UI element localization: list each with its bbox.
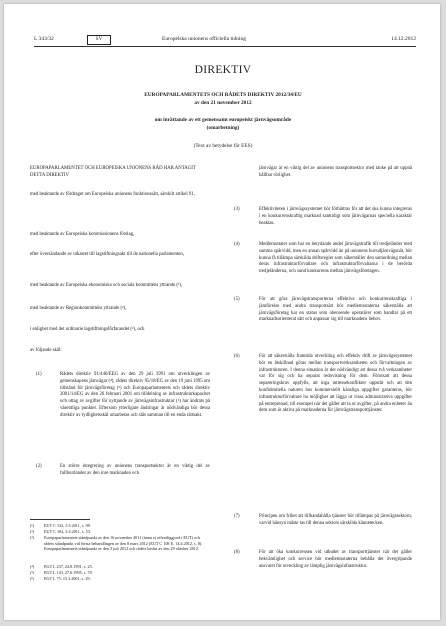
- recital-number: (8): [234, 550, 240, 555]
- recital-number: (6): [234, 354, 240, 359]
- recital-7: Principen om frihet att tillhandahålla tjänster bör tillämpas på järnvägssektorn, varvid hänsyn måste tas till denna sektors särskilda kännetecken.: [259, 514, 412, 526]
- recital-number: (1): [36, 372, 42, 377]
- header-rule: [34, 46, 416, 47]
- footnote-rule: [30, 519, 90, 520]
- directive-title: EUROPAPARLAMENTETS OCH RÅDETS DIREKTIV 2012/34/EU: [144, 92, 302, 98]
- recital-2-continued: järnvägar är en viktig del av unionens transportsektor med tanke på att uppnå hållbar rörlighet.: [259, 166, 412, 178]
- recital-3: Effektiviteten i järnvägssystemet bör förbättras för att det ska kunna integreras i en konkurrenskraftig marknad samtidigt som järnvägarnas speciella karaktär beaktas.: [259, 207, 412, 226]
- page-title: DIREKTIV: [194, 64, 252, 76]
- recital-number: (7): [234, 514, 240, 519]
- language-box: SV: [87, 35, 111, 45]
- page-header: [34, 35, 416, 46]
- directive-date: av den 21 november 2012: [194, 100, 252, 106]
- ees-note: (Text av betydelse för EES): [193, 143, 253, 149]
- preamble-cor: med beaktande av Regionkommitténs yttrande (²),: [30, 306, 127, 311]
- recital-number: (5): [234, 297, 240, 302]
- preamble-reasons: av följande skäl:: [30, 348, 62, 353]
- preamble-eesc: med beaktande av Europeiska ekonomiska och sociala kommitténs yttrande (¹),: [30, 283, 183, 288]
- journal-name: Europeiska unionens officiella tidning: [162, 36, 247, 42]
- recital-2: En större integrering av unionens transportsektor är en viktig del av fullbordandet av den inre marknaden och: [60, 464, 210, 476]
- recital-4: Medlemsstater som har en betydande andel järnvägstrafik till tredjeländer med samma spårvidd, men en annan spårvidd än på unionens huvudjärnvägsnät, bör kunna få tillämpa särskilda driftsregler som säkerställer den samordning mellan deras infrastrukturförvaltare och infrastrukturförvaltarna i de berörda tredjeländerna, och sund konkurrens mellan järnvägsföretagen.: [259, 242, 412, 275]
- preamble-parliaments: efter översändande av utkastet till lagstiftningsakt till de nationella parlamenten,: [30, 252, 184, 257]
- directive-recast: (omarbetning): [206, 125, 240, 131]
- publication-date: 14.12.2012: [391, 36, 416, 42]
- recital-6: För att säkerställa framtida utveckling och effektiv drift av järnvägssystemet bör en åtskillnad göras mellan transportverksamheten och förvaltningen av infrastrukturen. I denna situation är det nödvändigt att dessa två verksamheter var för sig och ha separat redovisning för dem. Förutsatt att dessa separeringskrav uppfylls, att inga intressekonflikter uppstår och att den konfidentiella naturen hos kommersiellt känsliga uppgifter garanteras, bör infrastrukturförvaltare ha möjlighet att lägga ut vissa administrativa uppgifter på entreprenad, till exempel när det gäller att ta ut avgifter, på andra enheter än dem som är aktiva på marknaderna för järnvägstransporttjänster.: [259, 354, 412, 414]
- recital-1: Rådets direktiv 91/440/EEG av den 29 juli 1991 om utvecklingen av gemenskapens järnvägar (⁴), rådets direktiv 95/18/EG av den 19 juni 1995 om tillstånd för järnvägsföretag (⁵) och Europaparlamentets och rådets direktiv 2001/14/EG av den 26 februari 2001 om tilldelning av infrastrukturkapacitet och uttag av avgifter för nyttjande av järnvägsinfrastruktur (⁶) har ändrats på väsentliga punkter. Eftersom ytterligare ändringar är nödvändiga bör dessa direktiv av tydlighetsskäl omarbetas och slås samman till en enda rättsakt.: [60, 372, 210, 418]
- recital-8: För att öka konkurrensen vid utbudet av transporttjänster när det gäller bekvämlighet och service bör medlemsstaterna behålla det övergripande ansvaret för utveckling av lämplig järnvägsinfrastruktur.: [259, 550, 412, 569]
- recital-number: (3): [234, 207, 240, 212]
- directive-subject: om inrättande av ett gemensamt europeiskt järnvägsområde: [154, 117, 292, 123]
- preamble-treaty: med beaktande av fördraget om Europeiska unionens funktionssätt, särskilt artikel 91,: [30, 192, 195, 197]
- preamble-intro: EUROPAPARLAMENTET OCH EUROPEISKA UNIONENS RÅD HAR ANTAGIT DETTA DIREKTIV: [30, 166, 196, 178]
- preamble-commission: med beaktande av Europeiska kommissionens förslag,: [30, 232, 135, 237]
- preamble-procedure: i enlighet med det ordinarie lagstiftningsförfarandet (³), och: [30, 327, 145, 332]
- recital-number: (4): [234, 242, 240, 247]
- recital-5: För att göra järnvägstransporterna effektiva och konkurrenskraftiga i jämförelse med andra transportsätt bör medlemsstaterna säkerställa att järnvägsföretag har en status som oberoende operatörer som handlar på ett marknadsorienterat sätt och anpassar sig till marknadens behov.: [259, 297, 412, 323]
- page-ref: L 343/32: [34, 36, 54, 42]
- recital-number: (2): [36, 464, 42, 469]
